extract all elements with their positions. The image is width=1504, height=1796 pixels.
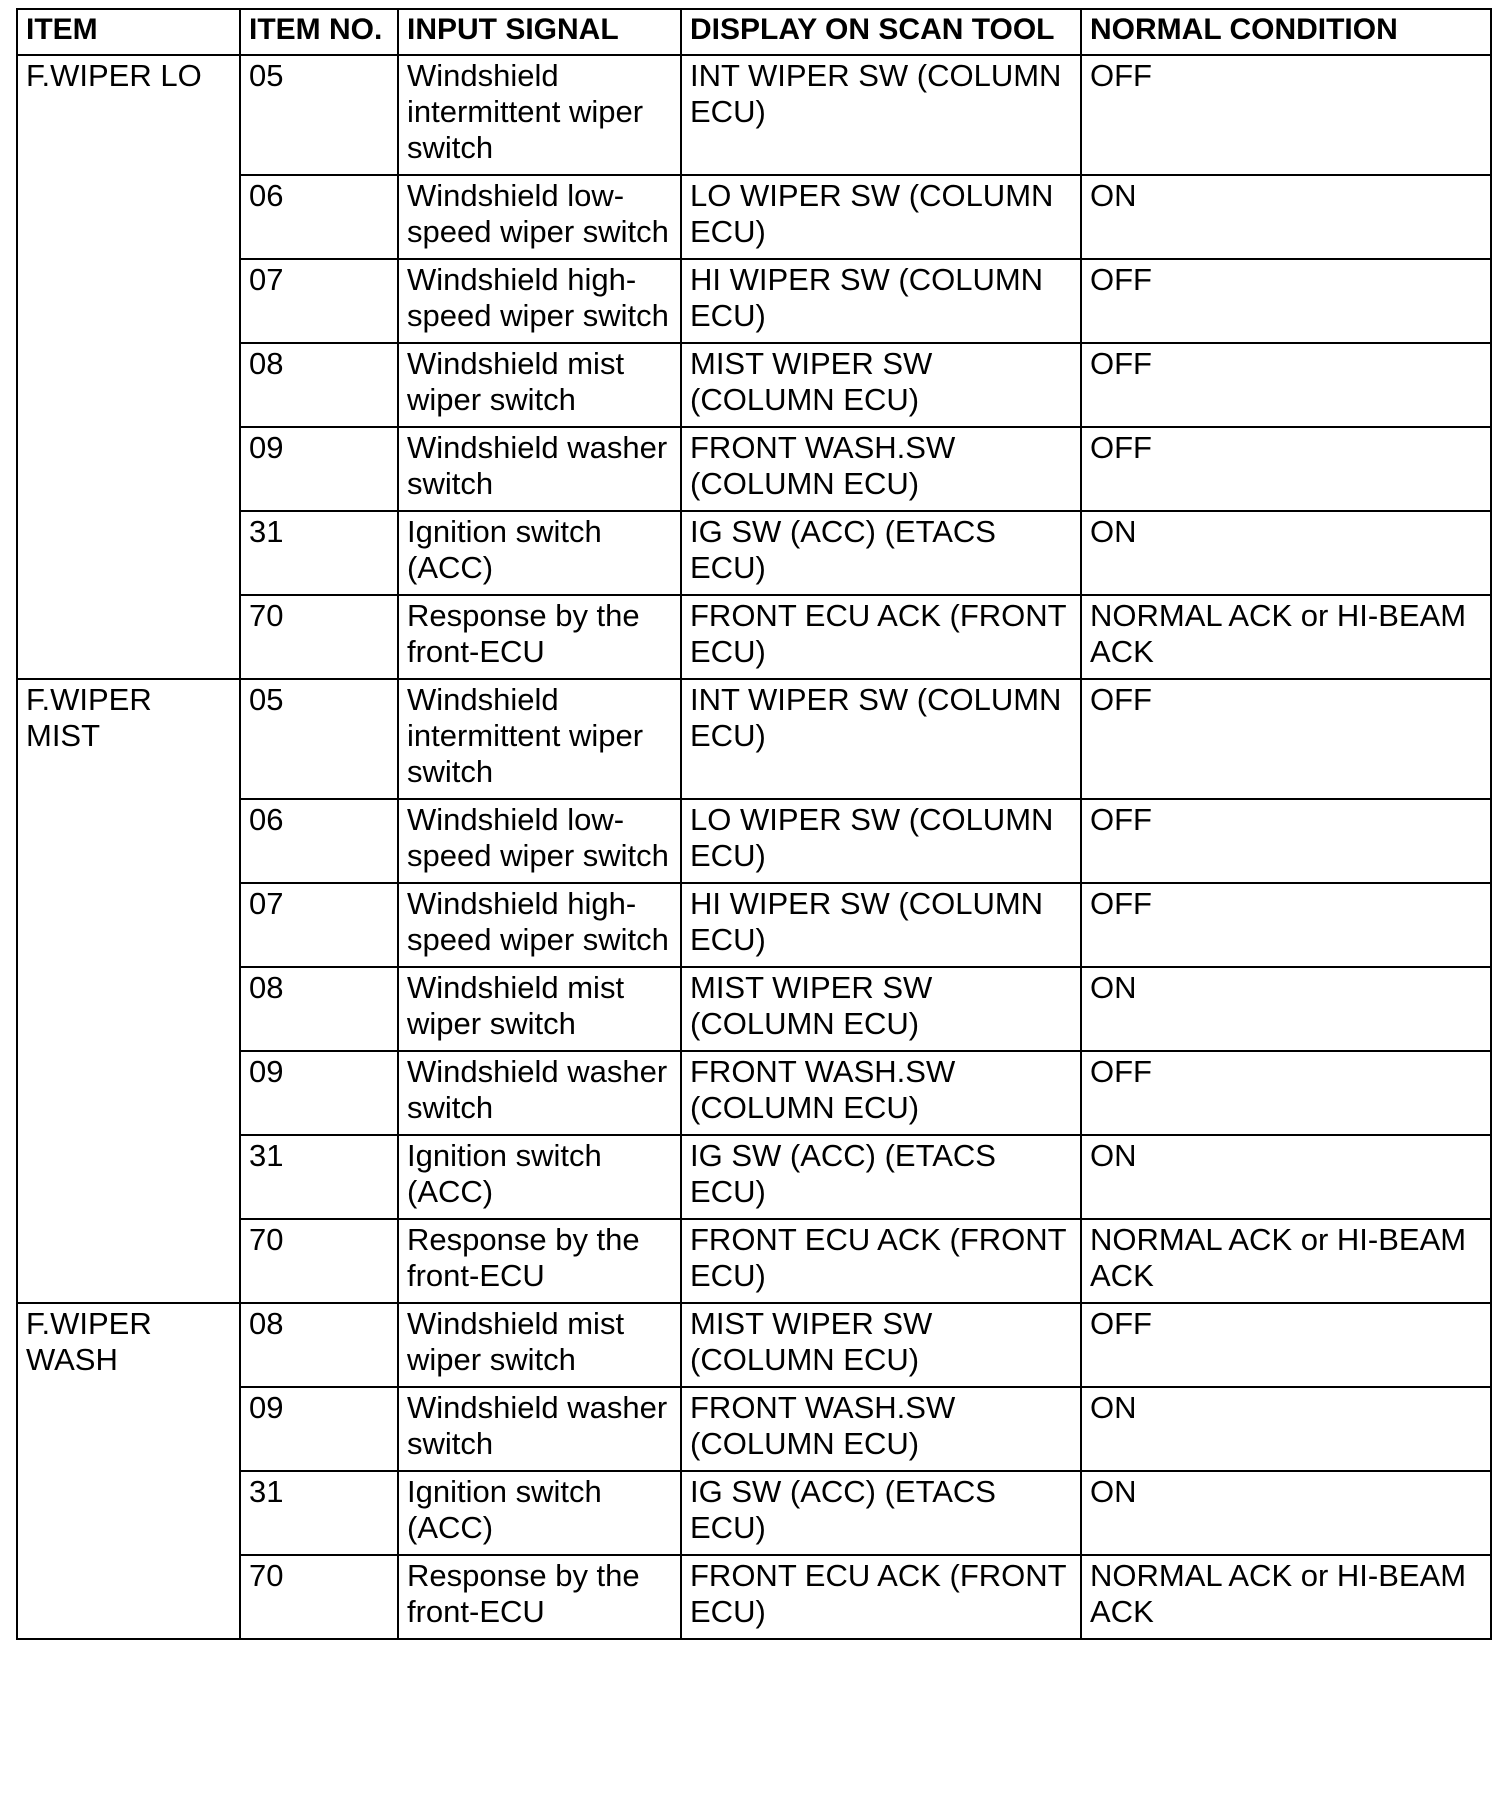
scan-tool-display-cell: FRONT ECU ACK (FRONT ECU)	[681, 1555, 1081, 1639]
input-signal-cell: Response by the front-ECU	[398, 1219, 681, 1303]
input-signal-cell: Ignition switch (ACC)	[398, 1471, 681, 1555]
input-signal-cell: Windshield low-speed wiper switch	[398, 175, 681, 259]
item-no-cell: 05	[240, 679, 398, 799]
input-signal-cell: Windshield washer switch	[398, 1387, 681, 1471]
header-row	[17, 9, 1491, 55]
item-no-cell: 70	[240, 595, 398, 679]
normal-condition-cell: OFF	[1081, 343, 1491, 427]
input-signal-cell: Response by the front-ECU	[398, 1555, 681, 1639]
scan-tool-display-cell: IG SW (ACC) (ETACS ECU)	[681, 511, 1081, 595]
scan-tool-display-cell: FRONT WASH.SW (COLUMN ECU)	[681, 427, 1081, 511]
scan-tool-display-cell: INT WIPER SW (COLUMN ECU)	[681, 55, 1081, 175]
normal-condition-cell: OFF	[1081, 679, 1491, 799]
item-cell: F.WIPER MIST	[17, 679, 240, 1303]
scan-tool-display-cell: INT WIPER SW (COLUMN ECU)	[681, 679, 1081, 799]
item-cell: F.WIPER WASH	[17, 1303, 240, 1639]
scan-tool-display-cell: LO WIPER SW (COLUMN ECU)	[681, 799, 1081, 883]
item-no-cell: 09	[240, 427, 398, 511]
input-signal-cell: Windshield mist wiper switch	[398, 1303, 681, 1387]
scan-tool-display-cell: HI WIPER SW (COLUMN ECU)	[681, 883, 1081, 967]
normal-condition-cell: ON	[1081, 511, 1491, 595]
input-signal-cell: Ignition switch (ACC)	[398, 511, 681, 595]
normal-condition-cell: ON	[1081, 1135, 1491, 1219]
item-no-cell: 08	[240, 343, 398, 427]
item-no-cell: 08	[240, 967, 398, 1051]
input-signal-cell: Windshield low-speed wiper switch	[398, 799, 681, 883]
normal-condition-cell: OFF	[1081, 883, 1491, 967]
input-signal-cell: Windshield washer switch	[398, 1051, 681, 1135]
scan-tool-display-cell: MIST WIPER SW (COLUMN ECU)	[681, 1303, 1081, 1387]
normal-condition-cell: NORMAL ACK or HI-BEAM ACK	[1081, 1555, 1491, 1639]
scan-tool-display-cell: LO WIPER SW (COLUMN ECU)	[681, 175, 1081, 259]
input-signal-cell: Windshield washer switch	[398, 427, 681, 511]
item-no-cell: 70	[240, 1555, 398, 1639]
scan-tool-display-cell: HI WIPER SW (COLUMN ECU)	[681, 259, 1081, 343]
item-no-cell: 31	[240, 511, 398, 595]
item-no-cell: 31	[240, 1135, 398, 1219]
normal-condition-cell: ON	[1081, 1471, 1491, 1555]
input-signal-cell: Windshield high-speed wiper switch	[398, 883, 681, 967]
item-no-cell: 09	[240, 1387, 398, 1471]
item-no-cell: 08	[240, 1303, 398, 1387]
input-signal-cell: Response by the front-ECU	[398, 595, 681, 679]
item-no-cell: 70	[240, 1219, 398, 1303]
normal-condition-cell: OFF	[1081, 799, 1491, 883]
normal-condition-cell: OFF	[1081, 427, 1491, 511]
scan-tool-display-cell: FRONT WASH.SW (COLUMN ECU)	[681, 1051, 1081, 1135]
scan-tool-display-cell: MIST WIPER SW (COLUMN ECU)	[681, 343, 1081, 427]
item-no-cell: 09	[240, 1051, 398, 1135]
item-no-cell: 07	[240, 883, 398, 967]
header-display-on-scan-tool: DISPLAY ON SCAN TOOL	[681, 9, 1081, 55]
input-signal-cell: Windshield mist wiper switch	[398, 343, 681, 427]
scan-tool-display-cell: IG SW (ACC) (ETACS ECU)	[681, 1471, 1081, 1555]
header-normal-condition: NORMAL CONDITION	[1081, 9, 1491, 55]
normal-condition-cell: ON	[1081, 967, 1491, 1051]
table-row	[17, 1303, 1491, 1387]
header-item: ITEM	[17, 9, 240, 55]
normal-condition-cell: NORMAL ACK or HI-BEAM ACK	[1081, 595, 1491, 679]
normal-condition-cell: OFF	[1081, 259, 1491, 343]
scan-tool-display-cell: IG SW (ACC) (ETACS ECU)	[681, 1135, 1081, 1219]
item-no-cell: 06	[240, 175, 398, 259]
normal-condition-cell: OFF	[1081, 1051, 1491, 1135]
item-cell: F.WIPER LO	[17, 55, 240, 679]
scan-tool-display-cell: MIST WIPER SW (COLUMN ECU)	[681, 967, 1081, 1051]
table-body	[17, 55, 1491, 1639]
item-no-cell: 06	[240, 799, 398, 883]
item-no-cell: 07	[240, 259, 398, 343]
scan-tool-display-cell: FRONT ECU ACK (FRONT ECU)	[681, 595, 1081, 679]
input-signal-cell: Windshield high-speed wiper switch	[398, 259, 681, 343]
normal-condition-cell: NORMAL ACK or HI-BEAM ACK	[1081, 1219, 1491, 1303]
table-row	[17, 679, 1491, 799]
scan-tool-display-cell: FRONT ECU ACK (FRONT ECU)	[681, 1219, 1081, 1303]
input-signal-cell: Windshield intermittent wiper switch	[398, 55, 681, 175]
item-no-cell: 05	[240, 55, 398, 175]
input-signal-cell: Ignition switch (ACC)	[398, 1135, 681, 1219]
input-signal-cell: Windshield intermittent wiper switch	[398, 679, 681, 799]
header-item-no: ITEM NO.	[240, 9, 398, 55]
data-table	[16, 8, 1492, 1640]
item-no-cell: 31	[240, 1471, 398, 1555]
normal-condition-cell: OFF	[1081, 1303, 1491, 1387]
normal-condition-cell: OFF	[1081, 55, 1491, 175]
table-row	[17, 55, 1491, 175]
input-signal-cell: Windshield mist wiper switch	[398, 967, 681, 1051]
header-input-signal: INPUT SIGNAL	[398, 9, 681, 55]
scan-tool-display-cell: FRONT WASH.SW (COLUMN ECU)	[681, 1387, 1081, 1471]
normal-condition-cell: ON	[1081, 1387, 1491, 1471]
normal-condition-cell: ON	[1081, 175, 1491, 259]
